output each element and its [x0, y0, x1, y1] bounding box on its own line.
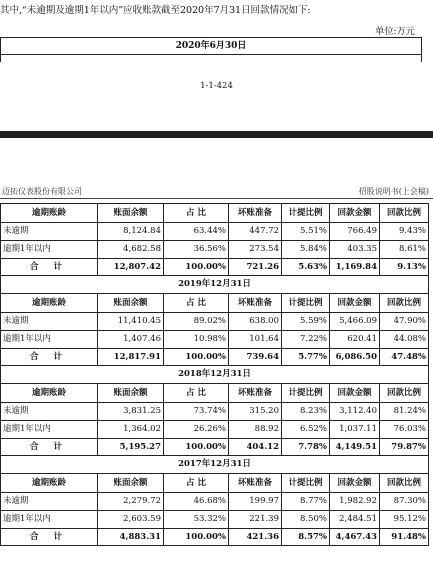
table-cell: 2,484.51 [330, 511, 380, 529]
total-cell: 100.00% [164, 439, 229, 456]
table-cell: 88.92 [229, 421, 282, 439]
table-cell: 73.74% [164, 403, 229, 421]
total-cell: 421.36 [229, 529, 282, 546]
table-cell: 逾期1年以内 [1, 511, 98, 529]
document-name: 招股说明书(上会稿) [358, 187, 429, 196]
total-cell: 404.12 [229, 439, 282, 456]
table-cell: 2,279.72 [98, 493, 164, 511]
table-row [1, 403, 429, 421]
total-cell: 合 计 [1, 439, 98, 456]
table-cell: 199.97 [229, 493, 282, 511]
table-row [1, 511, 429, 529]
table-cell: 766.49 [330, 223, 380, 241]
table-cell: 6.52% [282, 421, 330, 439]
column-header: 计提比例 [282, 384, 330, 403]
table-cell: 7.22% [282, 331, 330, 349]
table-cell: 3,112.40 [330, 403, 380, 421]
total-cell: 4,883.31 [98, 529, 164, 546]
table-cell: 未逾期 [1, 223, 98, 241]
table-cell: 1,037.11 [330, 421, 380, 439]
table-cell: 逾期1年以内 [1, 241, 98, 259]
table-cell: 5.59% [282, 313, 330, 331]
column-header: 账面余额 [98, 384, 164, 403]
total-cell: 91.48% [380, 529, 429, 546]
table-cell: 76.03% [380, 421, 429, 439]
column-header: 逾期账龄 [1, 474, 98, 493]
table-row [1, 493, 429, 511]
period-date-row [1, 276, 429, 294]
total-cell: 1,169.84 [330, 259, 380, 276]
column-header: 逾期账龄 [1, 384, 98, 403]
total-row [1, 439, 429, 456]
column-header: 占 比 [164, 204, 229, 223]
column-header: 计提比例 [282, 294, 330, 313]
table-cell: 5.84% [282, 241, 330, 259]
total-cell: 721.26 [229, 259, 282, 276]
column-header: 账面余额 [98, 474, 164, 493]
total-cell: 5.63% [282, 259, 330, 276]
table-cell: 1,364.02 [98, 421, 164, 439]
table-cell: 8.23% [282, 403, 330, 421]
total-cell: 100.00% [164, 259, 229, 276]
table-cell: 89.02% [164, 313, 229, 331]
table-cell: 4,682.58 [98, 241, 164, 259]
table-cell: 315.20 [229, 403, 282, 421]
total-cell: 8.57% [282, 529, 330, 546]
column-header: 逾期账龄 [1, 294, 98, 313]
period-date-row [1, 366, 429, 384]
column-header: 回款比例 [380, 384, 429, 403]
table-cell: 未逾期 [1, 403, 98, 421]
table-cell: 11,410.45 [98, 313, 164, 331]
column-header-row [1, 204, 429, 223]
column-header: 坏账准备 [229, 474, 282, 493]
table-cell: 8.61% [380, 241, 429, 259]
table-cell: 46.68% [164, 493, 229, 511]
table-cell: 未逾期 [1, 493, 98, 511]
table-cell: 95.12% [380, 511, 429, 529]
table-row [1, 241, 429, 259]
column-header: 回款比例 [380, 204, 429, 223]
table-cell: 8,124.84 [98, 223, 164, 241]
table-row [1, 313, 429, 331]
table-cell: 87.30% [380, 493, 429, 511]
column-header: 回款金额 [330, 294, 380, 313]
intro-text: 其中,“未逾期及逾期1年以内”应收账款截至2020年7月31日回款情况如下: [0, 5, 311, 16]
table-cell: 63.44% [164, 223, 229, 241]
table-cell: 9.43% [380, 223, 429, 241]
column-header: 计提比例 [282, 474, 330, 493]
table-cell: 53.32% [164, 511, 229, 529]
table-row [1, 331, 429, 349]
table-cell: 26.26% [164, 421, 229, 439]
total-cell: 739.64 [229, 349, 282, 366]
period-date: 2017年12月31日 [1, 456, 429, 474]
company-name: 迈拓仪表股份有限公司 [2, 187, 82, 196]
column-header: 计提比例 [282, 204, 330, 223]
page-break-divider [0, 131, 433, 138]
page-number: 1-1-424 [200, 81, 233, 91]
column-header: 回款金额 [330, 474, 380, 493]
column-header: 账面余额 [98, 294, 164, 313]
table-cell: 221.39 [229, 511, 282, 529]
table-cell: 447.72 [229, 223, 282, 241]
period-date: 2019年12月31日 [1, 276, 429, 294]
total-cell: 4,467.43 [330, 529, 380, 546]
table-cell: 1,407.46 [98, 331, 164, 349]
total-cell: 4,149.51 [330, 439, 380, 456]
table-cell: 47.90% [380, 313, 429, 331]
period-date: 2018年12月31日 [1, 366, 429, 384]
period-date-row [1, 456, 429, 474]
column-header: 回款金额 [330, 204, 380, 223]
total-row [1, 259, 429, 276]
total-cell: 47.48% [380, 349, 429, 366]
total-row [1, 349, 429, 366]
total-cell: 9.13% [380, 259, 429, 276]
unit-label: 单位:万元 [375, 26, 415, 37]
total-row [1, 529, 429, 546]
table-cell: 8.50% [282, 511, 330, 529]
table-cell: 逾期1年以内 [1, 331, 98, 349]
table-cell: 44.08% [380, 331, 429, 349]
column-header: 占 比 [164, 474, 229, 493]
top-period-label: 2020年6月30日 [0, 37, 422, 55]
column-header: 坏账准备 [229, 204, 282, 223]
table-cell: 101.64 [229, 331, 282, 349]
column-header: 逾期账龄 [1, 204, 98, 223]
header-rule [0, 198, 433, 199]
total-cell: 5.77% [282, 349, 330, 366]
receivables-table [0, 203, 429, 546]
column-header: 回款比例 [380, 294, 429, 313]
total-cell: 7.78% [282, 439, 330, 456]
total-cell: 6,086.50 [330, 349, 380, 366]
top-table-stub [0, 54, 422, 62]
total-cell: 合 计 [1, 529, 98, 546]
table-cell: 10.98% [164, 331, 229, 349]
table-cell: 8.77% [282, 493, 330, 511]
total-cell: 合 计 [1, 349, 98, 366]
table-cell: 5,466.09 [330, 313, 380, 331]
column-header: 回款比例 [380, 474, 429, 493]
table-cell: 403.35 [330, 241, 380, 259]
table-cell: 逾期1年以内 [1, 421, 98, 439]
table-row [1, 421, 429, 439]
column-header: 占 比 [164, 384, 229, 403]
total-cell: 100.00% [164, 349, 229, 366]
table-cell: 3,831.25 [98, 403, 164, 421]
total-cell: 79.87% [380, 439, 429, 456]
column-header-row [1, 474, 429, 493]
column-header: 占 比 [164, 294, 229, 313]
total-cell: 100.00% [164, 529, 229, 546]
column-header: 回款金额 [330, 384, 380, 403]
table-cell: 273.54 [229, 241, 282, 259]
column-header-row [1, 294, 429, 313]
table-cell: 81.24% [380, 403, 429, 421]
table-cell: 未逾期 [1, 313, 98, 331]
table-cell: 2,603.59 [98, 511, 164, 529]
table-cell: 620.41 [330, 331, 380, 349]
column-header: 账面余额 [98, 204, 164, 223]
table-cell: 1,982.92 [330, 493, 380, 511]
total-cell: 12,817.91 [98, 349, 164, 366]
column-header: 坏账准备 [229, 384, 282, 403]
table-row [1, 223, 429, 241]
table-cell: 5.51% [282, 223, 330, 241]
total-cell: 12,807.42 [98, 259, 164, 276]
column-header: 坏账准备 [229, 294, 282, 313]
table-cell: 638.00 [229, 313, 282, 331]
table-cell: 36.56% [164, 241, 229, 259]
total-cell: 5,195.27 [98, 439, 164, 456]
column-header-row [1, 384, 429, 403]
total-cell: 合 计 [1, 259, 98, 276]
